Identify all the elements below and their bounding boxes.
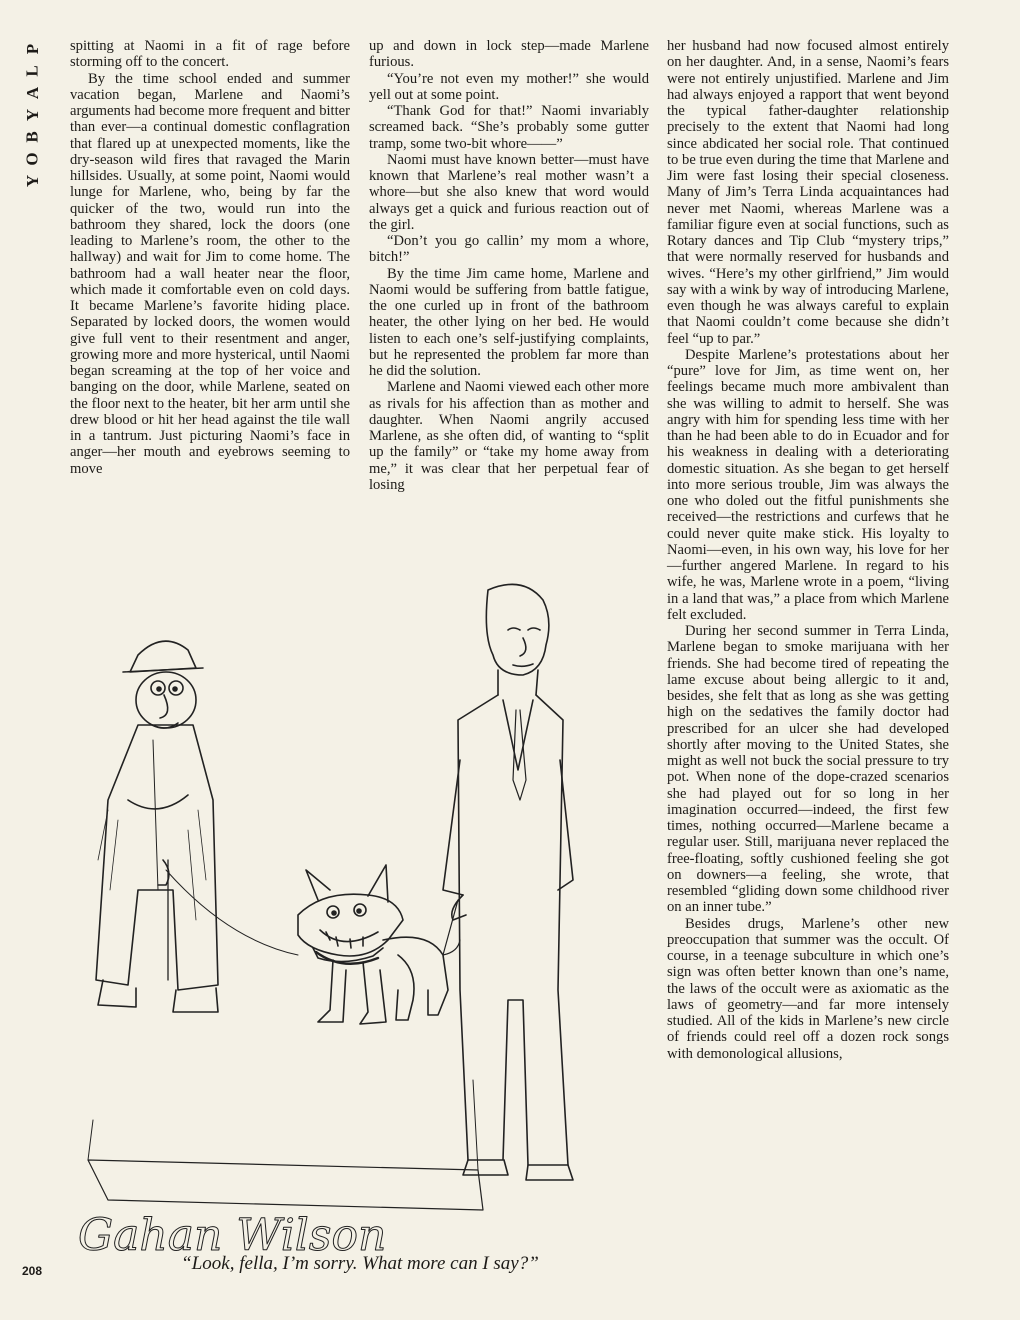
cartoonist-signature: Gahan Wilson: [78, 1210, 387, 1260]
article-paragraph: Naomi must have known better—must have known that Marlene’s real mother wasn’t a whore—but she also knew that word would always get a quick and furious reaction out of the girl.: [369, 151, 649, 233]
sidebar-letter: A: [23, 86, 42, 100]
column-3: [667, 38, 949, 1062]
column-2: [369, 38, 649, 493]
dog-figure: [298, 865, 460, 1024]
article-paragraph: up and down in lock step—made Marlene furious.: [369, 38, 649, 71]
cartoon-caption: “Look, fella, I’m sorry. What more can I say?”: [181, 1253, 539, 1274]
sidebar-letter: P: [22, 43, 42, 55]
article-paragraph: By the time Jim came home, Marlene and Naomi would be suffering from battle fatigue, the one curled up in front of the bathroom heater, the other lying on her bed. He would listen to each one’s self-justifying complaints, but he represented the problem far more than he did the solution.: [369, 265, 649, 379]
article-paragraph: “Don’t you go callin’ my mom a whore, bitch!”: [369, 233, 649, 266]
sidebar-letter: Y: [23, 174, 42, 188]
cartoon-illustration: [68, 560, 648, 1260]
page-number: 208: [22, 1264, 43, 1278]
article-paragraph: spitting at Naomi in a fit of rage before storming off to the concert.: [70, 38, 350, 71]
tall-man-figure: [443, 584, 573, 1180]
article-paragraph: Marlene and Naomi viewed each other more as rivals for his affection than as mother and daughter. When Naomi angrily accused Marlene, as she often did, of wanting to “split up the family” or “take my home away from me,” it was clear that her perpetual fear of losing: [369, 379, 649, 493]
article-paragraph: “You’re not even my mother!” she would yell out at some point.: [369, 70, 649, 103]
small-man-figure: [96, 641, 298, 1012]
article-paragraph: “Thank God for that!” Naomi invariably screamed back. “She’s probably some gutter tramp, some two-bit whore——”: [369, 103, 649, 152]
article-paragraph: Besides drugs, Marlene’s other new preoccupation that summer was the occult. Of course, in a teenage subculture in which one’s sign was often better known than one’s name, the laws of the occult were as axiomatic as the laws of geometry—and far more intensely studied. All of the kids in Marlene’s new circle of friends could reel off a dozen rock songs with demonological allusions,: [667, 915, 949, 1062]
magazine-sidebar: [22, 38, 46, 192]
sidebar-letter: Y: [23, 108, 42, 122]
article-paragraph: Despite Marlene’s protestations about her “pure” love for Jim, as time went on, her feelings became much more ambivalent than she was willing to admit to herself. She was angry with him for spending less time with her than he had been able to do in Ecuador and for his weakness in dealing with a deteriorating domestic situation. As she began to get herself into more serious trouble, Jim was always the one who doled out the fitful punishments she received—the restrictions and curfews that he could never quite make stick. His loyalty to Naomi—even, in his own way, his love for her—further angered Marlene. In regard to his wife, he was, Marlene wrote in a poem, “living in a land that was,” a place from which Marlene felt excluded.: [667, 346, 949, 623]
article-paragraph: During her second summer in Terra Linda, Marlene began to smoke marijuana with her friends. She had become tired of repeating the lame excuse about being allergic to it and, besides, she felt that as long as she was getting high on the sedatives the family doctor had prescribed for an ulcer she had developed shortly after moving to the United States, she might as well not buck the social pressure to try pot. When none of the dope-crazed scenarios she had played out for so long in her imagination occurred—indeed, the first few times, nothing occurred—Marlene became a regular user. Still, marijuana never replaced the free-floating, softly cushioned feeling she got on downers—a feeling, she wrote, that resembled “gliding down some childhood river on an inner tube.”: [667, 623, 949, 916]
sidebar-letter: L: [23, 65, 42, 77]
column-1: [70, 38, 350, 477]
article-paragraph: her husband had now focused almost entirely on her daughter. And, in a sense, Naomi’s fears were not entirely unjustified. Marlene and Jim had always enjoyed a rapport that went beyond the typical father-daughter relationship precisely to the extent that Naomi had long since abdicated her social role. That continued to be true even during the time that Marlene and Jim were fast losing their special closeness. Many of Jim’s Terra Linda acquaintances had never met Naomi, whereas Marlene was a familiar figure even at social functions, such as Rotary dances and Tip Club “mystery trips,” that were normally reserved for husbands and wives. “Here’s my other girlfriend,” Jim would say with a wink by way of introducing Marlene, even though he was always careful to explain that Naomi couldn’t come because she didn’t feel “up to par.”: [667, 38, 949, 347]
article-paragraph: By the time school ended and summer vacation began, Marlene and Naomi’s arguments had become more frequent and bitter than ever—a continual domestic conflagration that flared up at unexpected moments, like the dry-season wild fires that ravaged the Marin hillsides. Usually, at some point, Naomi would lunge for Marlene, who, being by far the quicker of the two, would run into the bathroom they shared, lock the doors (one leading to Marlene’s room, the other to the hallway) and wait for Jim to come home. The bathroom had a wall heater near the floor, which made it comfortable even on cold days. It became Marlene’s favorite hiding place. Separated by locked doors, the women would give full vent to their resentment and anger, growing more and more hysterical, until Naomi began screaming at the top of her voice and banging on the door, while Marlene, seated on the floor next to the heater, bit her arm until she drew blood or hit her head against the tile wall in a tantrum. Just picturing Naomi’s face in anger—her mouth and eyebrows seeming to move: [70, 70, 350, 477]
sidebar-letter: B: [23, 131, 42, 143]
sidebar-letter: O: [22, 152, 42, 166]
